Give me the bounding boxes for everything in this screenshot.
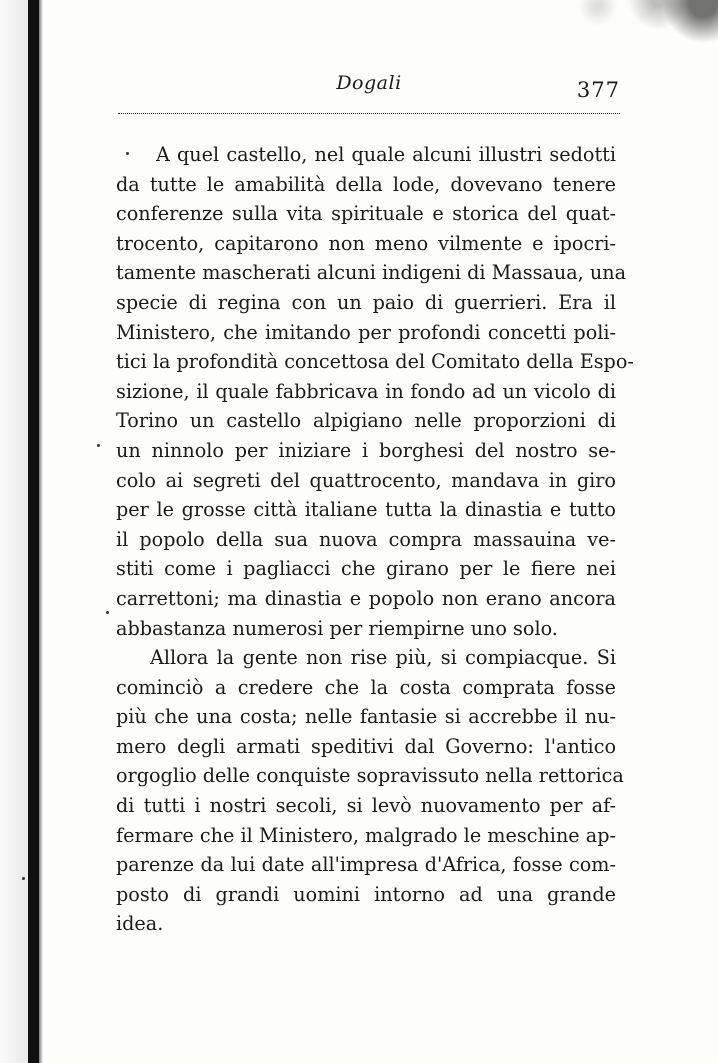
scan-noise-corner	[418, 0, 718, 60]
book-binding-edge	[28, 0, 39, 1063]
text-line: Ministero, che imitando per profondi concetti poli-	[116, 320, 616, 344]
text-line: parenze da lui date all'impresa d'Africa, fosse com-	[116, 853, 616, 877]
text-line: colo ai segreti del quattrocento, mandava in giro	[116, 468, 616, 492]
text-line: per le grosse città italiane tutta la dinastia e tutto	[116, 498, 616, 522]
text-line: sizione, il quale fabbricava in fondo ad un vicolo di	[116, 379, 616, 403]
text-line: specie di regina con un paio di guerrieri. Era il	[116, 290, 616, 314]
text-line: abbastanza numerosi per riempirne uno solo.	[116, 616, 558, 640]
binding-shadow	[39, 0, 43, 1063]
running-head-title: Dogali	[336, 72, 402, 94]
body-text	[116, 140, 634, 939]
text-line: cominciò a credere che la costa comprata fosse	[116, 675, 616, 699]
page-number: 377	[576, 78, 620, 102]
text-line: mero degli armati speditivi dal Governo: l'antico	[116, 734, 616, 758]
text-line: idea.	[116, 912, 164, 936]
text-line: fermare che il Ministero, malgrado le meschine ap-	[116, 823, 616, 847]
text-line: tici la profondità concettosa del Comitato della Espo-	[116, 350, 634, 374]
running-head	[118, 72, 620, 104]
scan-speck	[106, 611, 109, 614]
page-margin-left	[0, 0, 28, 1063]
text-line: un ninnolo per iniziare i borghesi del nostro se-	[116, 438, 616, 462]
scan-speck	[126, 152, 129, 155]
scan-speck	[22, 877, 25, 880]
text-line: più che una costa; nelle fantasie si accrebbe il nu-	[116, 705, 616, 729]
text-line: conferenze sulla vita spirituale e storica del quat-	[116, 202, 616, 226]
text-line: di tutti i nostri secoli, si levò nuovamento per af-	[116, 794, 616, 818]
text-line: il popolo della sua nuova compra massauina ve-	[116, 527, 616, 551]
text-line: orgoglio delle conquiste sopravissuto nella rettorica	[116, 764, 624, 788]
text-line: tamente mascherati alcuni indigeni di Massaua, una	[116, 261, 627, 285]
text-line: stiti come i pagliacci che girano per le fiere nei	[116, 557, 616, 581]
text-line: posto di grandi uomini intorno ad una grande	[116, 882, 616, 906]
text-line: Allora la gente non rise più, si compiacque. Si	[150, 646, 616, 670]
text-line: carrettoni; ma dinastia e popolo non erano ancora	[116, 586, 616, 610]
text-line: trocento, capitarono non meno vilmente e ipocri-	[116, 231, 616, 255]
dotted-rule	[118, 113, 620, 114]
text-line: A quel castello, nel quale alcuni illustri sedotti	[156, 143, 616, 166]
scan-speck	[97, 444, 100, 447]
text-line: Torino un castello alpigiano nelle proporzioni di	[116, 409, 616, 433]
text-line: da tutte le amabilità della lode, dovevano tenere	[116, 172, 616, 196]
